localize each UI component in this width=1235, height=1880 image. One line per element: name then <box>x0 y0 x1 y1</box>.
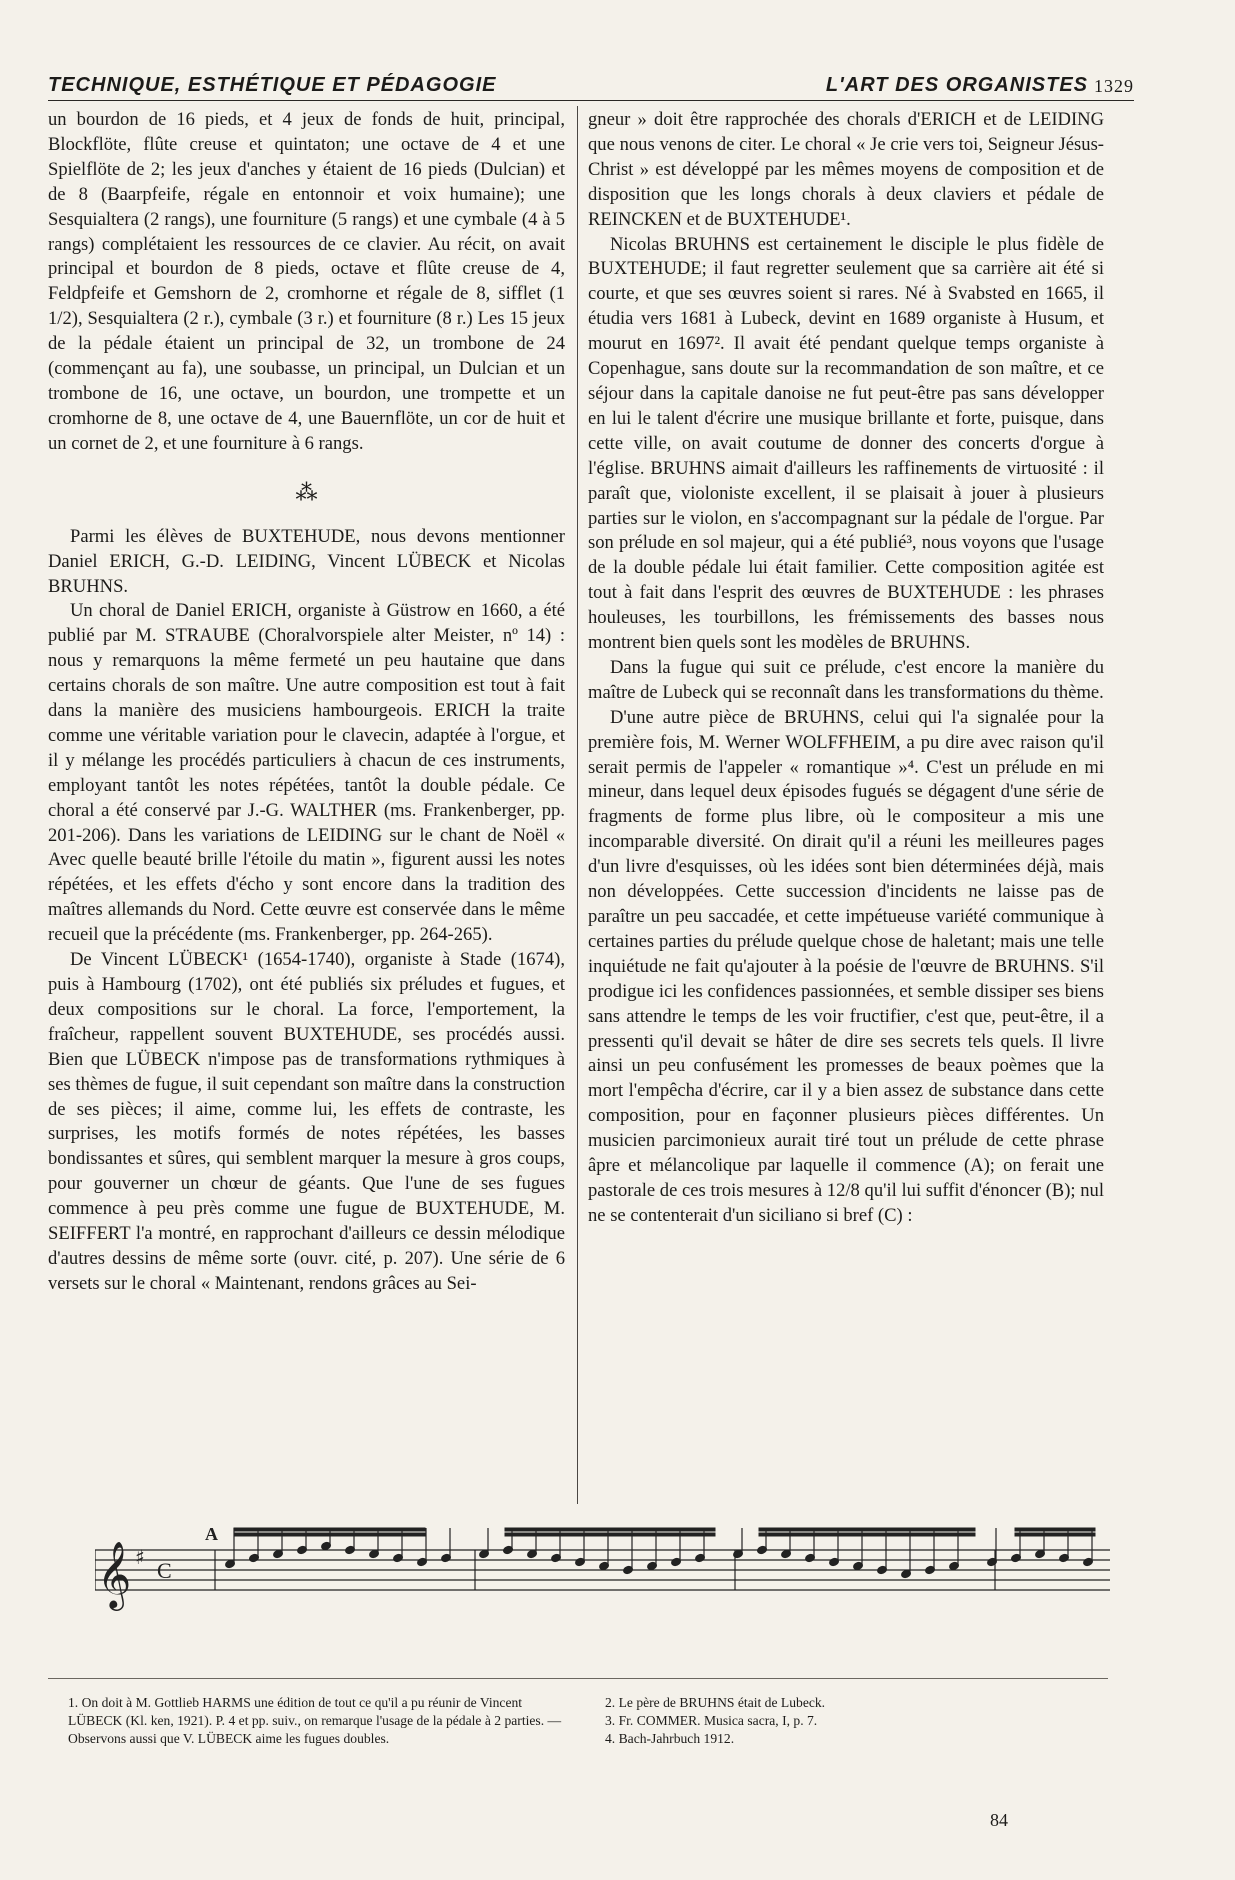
paragraph: Un choral de Daniel ERICH, organiste à Güstrow en 1660, a été publié par M. STRAUBE (Choralvorspiele alter Meister, nº 14) : nous y remarquons la même fermeté un peu hautaine que dans certains chorals de son maître. Une autre composition est tout à fait dans la manière des musiciens hambourgeois. ERICH la traite comme une véritable variation pour le clavecin, adaptée à l'orgue, et il y mélange les procédés particuliers à chacun de ces instruments, employant tantôt les notes répétées, tantôt la double pédale. Ce choral a été conservé par J.-G. WALTHER (ms. Frankenberger, pp. 201-206). Dans les variations de LEIDING sur le chant de Noël « Avec quelle beauté brille l'étoile du matin », figurent aussi les notes répétées, et les effets d'écho y sont encore dans la tradition des maîtres allemands du Nord. Cette œuvre est conservée dans le même recueil que la précédente (ms. Frankenberger, pp. 264-265). <box>48 600 565 946</box>
paragraph: Parmi les élèves de BUXTEHUDE, nous devons mentionner Daniel ERICH, G.-D. LEIDING, Vincent LÜBECK et Nicolas BRUHNS. <box>48 525 565 597</box>
time-signature: C <box>157 1558 172 1583</box>
footnote-rule <box>48 1678 1108 1679</box>
paragraph: De Vincent LÜBECK¹ (1654-1740), organiste à Stade (1674), puis à Hambourg (1702), ont été publiés six préludes et fugues, et deux compositions sur le choral. La force, l'emportement, la fraîcheur, rappellent souvent BUXTEHUDE, ses procédés aussi. Bien que LÜBECK n'impose pas de transformations rythmiques à ses thèmes de fugue, il suit cependant son maître dans la construction de ses pièces; il aime, comme lui, les effets de contraste, les surprises, les motifs formés de notes répétées, les basses bondissantes et sûres, qui semblent marquer la mesure à gros coups, pour gouverner un chœur de géants. Que l'une de ses fugues commence à peu près comme une fugue de BUXTEHUDE, M. SEIFFERT l'a montré, en rapprochant d'ailleurs ce dessin mélodique d'autres dessins de même sorte (ouvr. cité, p. 207). Une série de 6 versets sur le choral « Maintenant, rendons grâces au Sei- <box>48 949 565 1294</box>
section-separator: ⁂ <box>295 479 318 505</box>
note-beam <box>505 1533 715 1536</box>
music-label: A <box>205 1524 218 1544</box>
header-title-right: L'ART DES ORGANISTES <box>825 74 1088 96</box>
music-notes <box>225 1528 1095 1579</box>
footnote: 3. Fr. COMMER. Musica sacra, I, p. 7. <box>605 1713 818 1728</box>
footnote: 1. On doit à M. Gottlieb HARMS une édition de tout ce qu'il a pu réunir de Vincent LÜBECK (Kl. ken, 1921). P. 4 et pp. suiv., on remarque l'usage de la pédale à 2 parties. — Observons aussi que V. LÜBECK aime les fugues doubles. <box>68 1695 562 1746</box>
footnote: 2. Le père de BRUHNS était de Lubeck. <box>605 1695 826 1710</box>
left-column <box>48 108 565 1297</box>
running-header <box>48 74 1134 101</box>
note-beam <box>234 1528 425 1531</box>
note-beam <box>759 1533 975 1536</box>
note-beam <box>234 1533 425 1536</box>
paragraph: un bourdon de 16 pieds, et 4 jeux de fonds de huit, principal, Blockflöte, flûte creuse et quintaton; une octave de 4 et une Spielflöte de 2; les jeux d'anches y étaient de 16 pieds (Dulcian) et de 8 (Baarpfeife, régale en entonnoir et voix humaine); une Sesquialtera (2 rangs), une fourniture (5 rangs) et une cymbale (4 à 5 rangs) complétaient les ressources de ce clavier. Au récit, on avait principal et bourdon de 8 pieds, octave et flûte creuse de 4, Feldpfeife et Gemshorn de 2, cromhorne et régale de 8, sifflet (1 1/2), Sesquialtera (2 r.), cymbale (3 r.) et fourniture (8 r.) Les 15 jeux de la pédale étaient un principal de 32, un trombone de 24 (commençant au fa), une soubasse, un principal, un Dulcian et un trombone de 16, une octave, un bourdon, une trompette et un cromhorne de 8, une octave de 4, une Bauernflöte, un cor de huit et un cornet de 2, et une fourniture à 6 rangs. <box>48 109 565 454</box>
paragraph: D'une autre pièce de BRUHNS, celui qui l'a signalée pour la première fois, M. Werner WOLFFHEIM, a pu dire avec raison qu'il serait permis de l'appeler « romantique »⁴. C'est un prélude en mi mineur, dans lequel deux épisodes fugués se dégagent d'une série de fragments de forme plus libre, où le compositeur a mis une incomparable diversité. On dirait qu'il a réuni les meilleures pages d'un livre d'esquisses, où les idées sont bien déterminées déjà, mais non développées. Cette succession d'incidents ne laisse pas de paraître un peu saccadée, et cette impétueuse variété communique à certaines parties du prélude quelque chose de haletant; mais une telle inquiétude ne fait qu'ajouter à la poésie de l'œuvre de BRUHNS. S'il prodigue ici les confidences passionnées, et semble dissiper ses biens sans attendre le temps de les voir fructifier, c'est que, peut-être, il a pressenti qu'il devait se hâter de dire ses secrets tels quels. Il livre ainsi un peu confusément les promesses de beaux poèmes que la mort l'empêcha d'écrire, car il y a bien assez de substance dans cette composition, pour en façonner plusieurs pièces différentes. Un musicien parcimonieux aurait tiré tout un prélude de cette phrase âpre et mélancolique par laquelle il commence (A); on ferait une pastorale de ces trois mesures à 12/8 qu'il lui suffit d'énoncer (B); nul ne se contenterait d'un siciliano si bref (C) : <box>588 706 1104 1226</box>
treble-clef-icon: 𝄞 <box>97 1540 132 1608</box>
column-divider <box>577 106 578 1504</box>
note-beam <box>1015 1533 1095 1536</box>
folio-number: 84 <box>990 1810 1008 1830</box>
key-signature: ♯ <box>135 1545 145 1569</box>
footnotes-right <box>605 1694 1085 1748</box>
music-example <box>95 1520 1110 1620</box>
paragraph: Dans la fugue qui suit ce prélude, c'est encore la manière du maître de Lubeck qui se reconnaît dans les transformations du thème. <box>588 656 1104 703</box>
note-beam <box>759 1528 975 1531</box>
header-page-number: 1329 <box>1094 76 1134 96</box>
paragraph: gneur » doit être rapprochée des chorals d'ERICH et de LEIDING que nous venons de citer. Le choral « Je crie vers toi, Seigneur Jésus-Christ » est développé par les mêmes moyens de composition et de disposition que les longs chorals à deux claviers et pédale de REINCKEN et de BUXTEHUDE¹. <box>588 109 1104 230</box>
right-column <box>588 108 1104 1229</box>
note-beam <box>505 1528 715 1531</box>
note-beam <box>1015 1528 1095 1531</box>
footnotes-left <box>68 1694 568 1748</box>
paragraph: Nicolas BRUHNS est certainement le disciple le plus fidèle de BUXTEHUDE; il faut regretter seulement que sa carrière ait été si courte, et que ses œuvres soient si rares. Né à Svabsted en 1665, il étudia vers 1681 à Lubeck, devint en 1689 organiste à Husum, et mourut en 1697². Il avait été pendant quelque temps organiste à Copenhague, sans doute sur la recommandation de son maître, et ce séjour dans la capitale danoise ne fut peut-être pas sans développer en lui le talent d'écrire une musique brillante et forte, puisque, dans cette ville, on avait coutume de donner des concerts d'orgue à l'église. BRUHNS aimait d'ailleurs les raffinements de virtuosité : il paraît que, violoniste excellent, il se plaisait à jouer à plusieurs parties sur le violon, en s'accompagnant sur la pédale de l'orgue. Par son prélude en sol majeur, qui a été publié³, nous voyons que l'usage de la double pédale lui était familier. Cette composition agitée est tout à fait dans l'esprit des œuvres de BUXTEHUDE : les phrases houleuses, les tourbillons, les frémissements des basses nous montrent bien quels sont les modèles de BRUHNS. <box>588 233 1104 654</box>
header-title-left: TECHNIQUE, ESTHÉTIQUE ET PÉDAGOGIE <box>48 74 497 96</box>
footnote: 4. Bach-Jahrbuch 1912. <box>605 1731 735 1746</box>
